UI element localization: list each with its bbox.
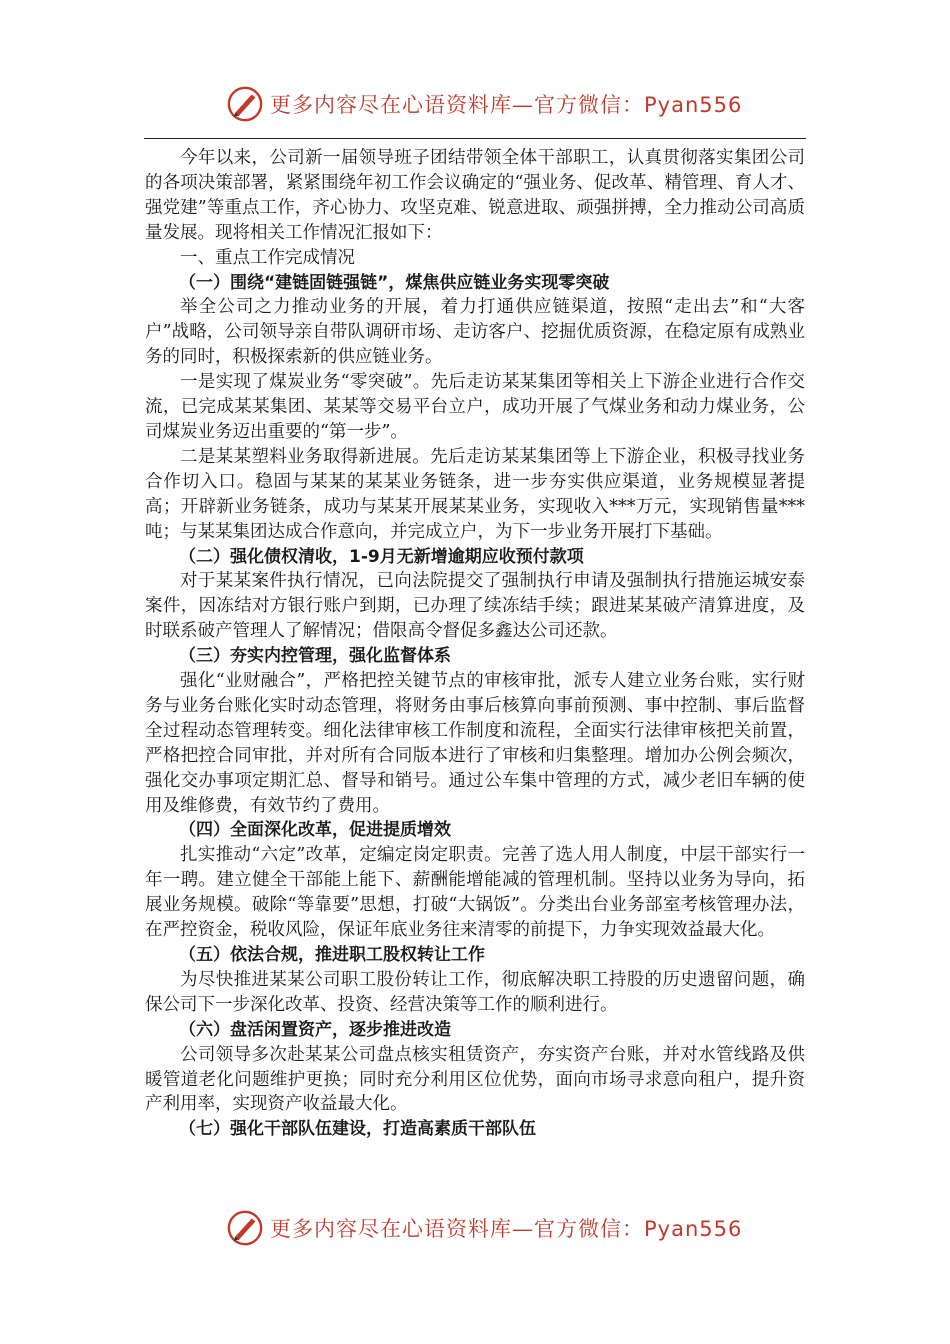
section-heading: （六）盘活闲置资产，逐步推进改造 bbox=[179, 1019, 451, 1040]
paragraph: 举全公司之力推动业务的开展，着力打通供应链渠道，按照“走出去”和“大客户”战略，公司领导亲自带队调研市场、走访客户、挖掘优质资源，在稳定原有成熟业务的同时，积极探索新的供应链业务。 bbox=[145, 297, 805, 368]
banner-text: 更多内容尽在心语资料库—官方微信：Pyan556 bbox=[270, 1217, 743, 1241]
pen-logo-icon bbox=[226, 85, 264, 123]
paragraph: 一、重点工作完成情况 bbox=[180, 247, 355, 268]
paragraph: 一是实现了煤炭业务“零突破”。先后走访某某集团等相关上下游企业进行合作交流，已完成某某集团、某某等交易平台立户，成功开展了气煤业务和动力煤业务，公司煤炭业务迈出重要的“第一步”。 bbox=[145, 372, 805, 442]
section-heading: （三）夯实内控管理，强化监督体系 bbox=[179, 646, 451, 667]
document-body bbox=[145, 146, 805, 1142]
paragraph: 二是某某塑料业务取得新进展。先后走访某某集团等上下游企业，积极寻找业务合作切入口。稳固与某某的某某业务链条，进一步夯实供应渠道，业务规模显著提高；开辟新业务链条，成功与某某开展某某业务，实现收入***万元，实现销售量***吨；与某某集团达成合作意向，并完成立户，为下一步业务开展打下基础。 bbox=[145, 446, 805, 542]
section-heading: （七）强化干部队伍建设，打造高素质干部队伍 bbox=[179, 1119, 536, 1140]
header-banner bbox=[226, 84, 746, 124]
section-heading: （四）全面深化改革，促进提质增效 bbox=[179, 820, 451, 841]
footer-banner bbox=[226, 1208, 746, 1248]
section-heading: （一）围绕“建链固链强链”，煤焦供应链业务实现零突破 bbox=[179, 272, 610, 293]
header-rule bbox=[144, 138, 806, 139]
paragraph: 对于某某案件执行情况，已向法院提交了强制执行申请及强制执行措施运城安泰案件，因冻结对方银行账户到期，已办理了续冻结手续；跟进某某破产清算进度，及时联系破产管理人了解情况；借限高令督促多鑫达公司还款。 bbox=[145, 571, 805, 642]
pen-logo-icon bbox=[226, 1209, 264, 1247]
banner-text: 更多内容尽在心语资料库—官方微信：Pyan556 bbox=[270, 93, 743, 117]
paragraph: 扎实推动“六定”改革，定编定岗定职责。完善了选人用人制度，中层干部实行一年一聘。建立健全干部能上能下、薪酬能增能减的管理机制。坚持以业务为导向，拓展业务规模。破除“等靠要”思想，打破“大锅饭”。分类出台业务部室考核管理办法，在严控资金，税收风险，保证年底业务往来清零的前提下，力争实现效益最大化。 bbox=[145, 845, 805, 941]
paragraph: 公司领导多次赴某某公司盘点核实租赁资产，夯实资产台账，并对水管线路及供暖管道老化问题维护更换；同时充分利用区位优势，面向市场寻求意向租户，提升资产利用率，实现资产收益最大化。 bbox=[145, 1044, 805, 1115]
paragraph: 为尽快推进某某公司职工股份转让工作，彻底解决职工持股的历史遗留问题，确保公司下一步深化改革、投资、经营决策等工作的顺利进行。 bbox=[145, 969, 805, 1015]
paragraph: 今年以来，公司新一届领导班子团结带领全体干部职工，认真贯彻落实集团公司的各项决策部署，紧紧围绕年初工作会议确定的“强业务、促改革、精管理、育人才、强党建”等重点工作，齐心协力、攻坚克难、锐意进取、顽强拼搏，全力推动公司高质量发展。现将相关工作情况汇报如下： bbox=[145, 148, 805, 243]
section-heading: （二）强化债权清收，1-9月无新增逾期应收预付款项 bbox=[179, 546, 584, 567]
paragraph: 强化“业财融合”，严格把控关键节点的审核审批，派专人建立业务台账，实行财务与业务台账化实时动态管理，将财务由事后核算向事前预测、事中控制、事后监督全过程动态管理转变。细化法律审核工作制度和流程，全面实行法律审核把关前置，严格把控合同审批，并对所有合同版本进行了审核和归集整理。增加办公例会频次，强化交办事项定期汇总、督导和销号。通过公车集中管理的方式，减少老旧车辆的使用及维修费，有效节约了费用。 bbox=[145, 671, 805, 816]
section-heading: （五）依法合规，推进职工股权转让工作 bbox=[179, 945, 485, 965]
